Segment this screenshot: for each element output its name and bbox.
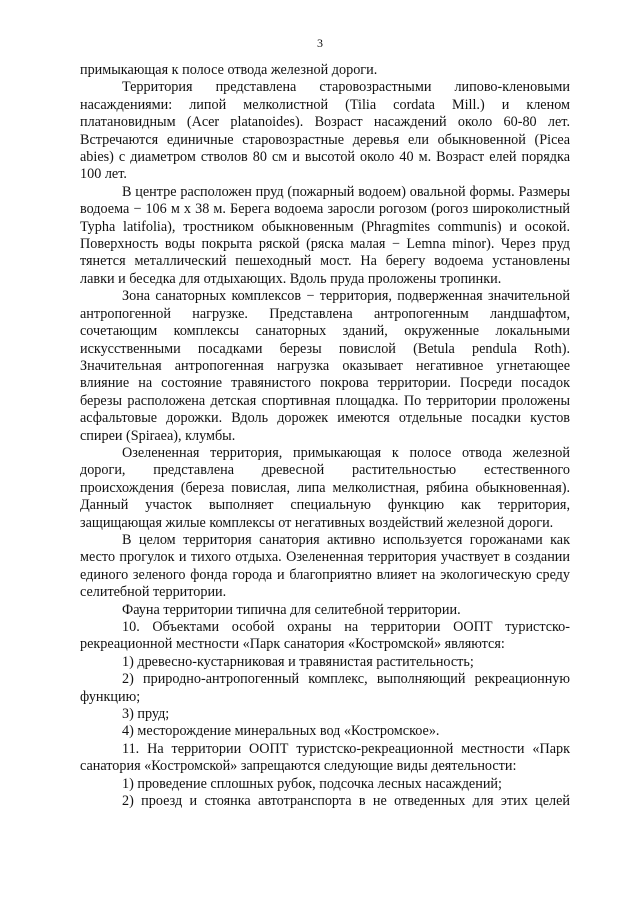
paragraph-pond: В центре расположен пруд (пожарный водоем) овальной формы. Размеры водоема − 106 м х 38 м. Берега водоема заросли рогозом (рогоз широколистный Typha latifolia), тростником обыкновенным (Phragmites communis) и осокой. Поверхность воды покрыта ряской (ряска малая − Lemna minor). Через пруд тянется металлический пешеходный мост. На берегу водоема установлены лавки и беседка для отдыхающих. Вдоль пруда проложены тропинки. bbox=[80, 183, 570, 287]
paragraph-trees: Территория представлена старовозрастными липово-кленовыми насаждениями: липой мелколистной (Tilia cordata Mill.) и кленом платановидным (Acer platanoides). Возраст насаждений около 60-80 лет. Встречаются единичные старовозрастные деревья ели обыкновенной (Picea abies) с диаметром стволов 80 см и высотой около 40 м. Возраст елей порядка 100 лет. bbox=[80, 79, 570, 183]
paragraph-section-10: 10. Объектами особой охраны на территории ООПТ туристско-рекреационной местности «Парк санатория «Костромской» являются: bbox=[80, 619, 570, 653]
list-item: 2) природно-антропогенный комплекс, выполняющий рекреационную функцию; bbox=[80, 671, 570, 705]
paragraph-section-11: 11. На территории ООПТ туристско-рекреационной местности «Парк санатория «Костромской» запрещаются следующие виды деятельности: bbox=[80, 740, 570, 775]
list-item: 1) проведение сплошных рубок, подсочка лесных насаждений; bbox=[122, 775, 502, 792]
paragraph-green-area: Озелененная территория, примыкающая к полосе отвода железной дороги, представлена древесной растительностью естественного происхождения (береза повислая, липа мелколистная, рябина обыкновенная). Данный участок выполняет специальную функцию как территория, защищающая жилые комплексы от негативных воздействий железной дороги. bbox=[80, 444, 570, 531]
paragraph-general: В целом территория санатория активно используется горожанами как место прогулок и тихого отдыха. Озелененная территория участвует в создании единого зеленого фонда города и благоприятно влияет на экологическую среду селитебной территории. bbox=[80, 531, 570, 601]
list-item: 3) пруд; bbox=[122, 706, 170, 723]
paragraph-sanatorium-zone: Зона санаторных комплексов − территория, подверженная значительной антропогенной нагрузке. Представлена антропогенным ландшафтом, сочетающим комплексы санаторных зданий, окруженные локальными искусственными посадками березы повислой (Betula pendula Roth). Значительная антропогенная нагрузка оказывает негативное угнетающее влияние на состояние травянистого покрова территории. Посреди посадок березы расположена детская спортивная площадка. По территории проложены асфальтовые дорожки. Вдоль дорожек имеются отдельные посадки кустов спиреи (Spiraea), клумбы. bbox=[80, 288, 570, 444]
page-number: 3 bbox=[317, 36, 323, 50]
body-text bbox=[80, 62, 570, 810]
list-item: 2) проезд и стоянка автотранспорта в не отведенных для этих целей bbox=[122, 793, 570, 810]
list-item: 4) месторождение минеральных вод «Костромское». bbox=[122, 723, 440, 740]
paragraph-fauna: Фауна территории типична для селитебной территории. bbox=[122, 601, 461, 618]
paragraph-continuation: примыкающая к полосе отвода железной дороги. bbox=[80, 62, 378, 78]
list-item: 1) древесно-кустарниковая и травянистая растительность; bbox=[122, 653, 474, 670]
